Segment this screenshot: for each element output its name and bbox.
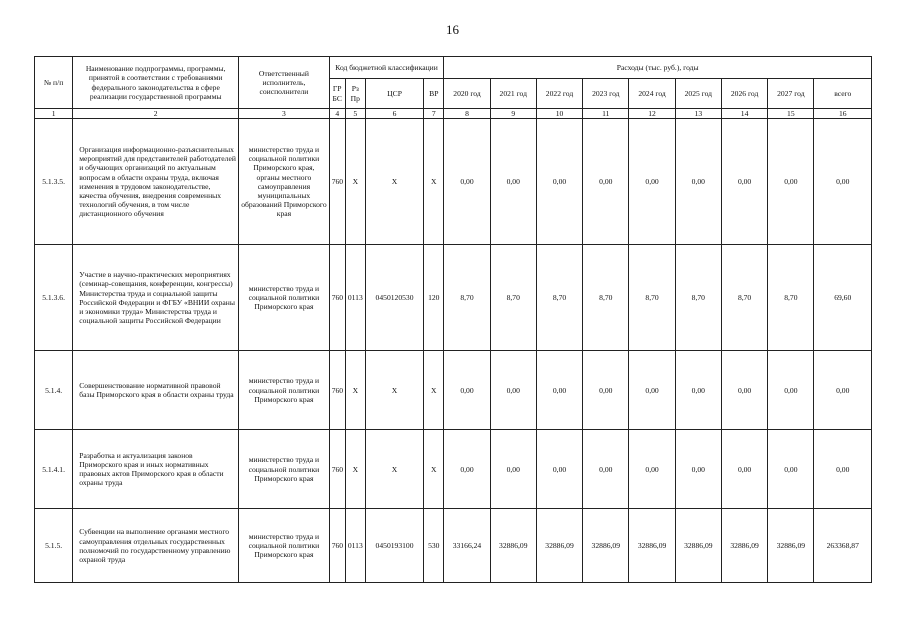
row-value: 0,00	[583, 351, 629, 430]
row-number: 5.1.5.	[35, 509, 73, 583]
header-expenses: Расходы (тыс. руб.), годы	[444, 57, 872, 79]
table-row	[35, 119, 872, 245]
row-value: 32886,09	[490, 509, 536, 583]
row-responsible: министерство труда и социальной политики Приморского края	[239, 430, 330, 509]
column-number: 13	[675, 109, 721, 119]
header-year: 2027 год	[768, 79, 814, 109]
row-rzpr: 0113	[345, 245, 365, 351]
column-number: 11	[583, 109, 629, 119]
header-year: 2022 год	[536, 79, 582, 109]
row-value: 0,00	[490, 430, 536, 509]
header-year: 2026 год	[721, 79, 767, 109]
row-value: 0,00	[536, 430, 582, 509]
header-num: № п/п	[35, 57, 73, 109]
row-value: 0,00	[444, 351, 490, 430]
row-value: 32886,09	[675, 509, 721, 583]
header-year: 2020 год	[444, 79, 490, 109]
column-number: 1	[35, 109, 73, 119]
row-value: 0,00	[768, 430, 814, 509]
column-number: 14	[721, 109, 767, 119]
header-vr: ВР	[424, 79, 444, 109]
column-number: 6	[365, 109, 423, 119]
row-value: 32886,09	[768, 509, 814, 583]
row-name: Участие в научно-практических мероприятиях (семинар-совещания, конференции, конгрессы) Министерства труда и социальной защиты Российской Федерации и ФГБУ «ВНИИ охраны и экономики труда» Министерства труда и социальной защиты Российской Федерации	[73, 245, 239, 351]
row-grbs: 760	[329, 119, 345, 245]
row-value: 8,70	[721, 245, 767, 351]
row-vr: X	[424, 119, 444, 245]
row-value: 0,00	[768, 119, 814, 245]
row-value: 32886,09	[583, 509, 629, 583]
row-csr: X	[365, 119, 423, 245]
row-value: 0,00	[490, 351, 536, 430]
table-row	[35, 430, 872, 509]
row-value: 0,00	[675, 351, 721, 430]
row-value: 8,70	[629, 245, 675, 351]
row-responsible: министерство труда и социальной политики Приморского края	[239, 351, 330, 430]
row-number: 5.1.4.1.	[35, 430, 73, 509]
column-number: 2	[73, 109, 239, 119]
header-year: 2023 год	[583, 79, 629, 109]
row-csr: X	[365, 430, 423, 509]
row-total: 263368,87	[814, 509, 872, 583]
row-value: 8,70	[490, 245, 536, 351]
row-rzpr: X	[345, 351, 365, 430]
column-number: 8	[444, 109, 490, 119]
row-csr: 0450193100	[365, 509, 423, 583]
row-value: 32886,09	[536, 509, 582, 583]
row-value: 0,00	[444, 119, 490, 245]
table-row	[35, 351, 872, 430]
row-vr: X	[424, 430, 444, 509]
row-value: 8,70	[536, 245, 582, 351]
header-name: Наименование подпрограммы, программы, принятой в соответствии с требованиями федерального законодательства в сфере реализации государственной программы	[73, 57, 239, 109]
header-grbs: ГР БС	[329, 79, 345, 109]
row-value: 0,00	[536, 351, 582, 430]
row-value: 0,00	[536, 119, 582, 245]
row-value: 0,00	[444, 430, 490, 509]
row-csr: 0450120530	[365, 245, 423, 351]
column-number: 16	[814, 109, 872, 119]
row-value: 0,00	[768, 351, 814, 430]
row-name: Разработка и актуализация законов Приморского края и иных нормативных правовых актов Приморского края в области охраны труда	[73, 430, 239, 509]
row-grbs: 760	[329, 245, 345, 351]
row-total: 0,00	[814, 351, 872, 430]
row-value: 0,00	[490, 119, 536, 245]
row-name: Организация информационно-разъяснительных мероприятий для представителей работодателей и обучающих организаций по актуальным вопросам в области охраны труда, включая изменения в трудовом законодательстве, качества обучения, внедрения современных технологий обучения, в том числе дистанционного обучения	[73, 119, 239, 245]
column-number: 9	[490, 109, 536, 119]
row-number: 5.1.4.	[35, 351, 73, 430]
row-vr: X	[424, 351, 444, 430]
row-vr: 530	[424, 509, 444, 583]
header-budget-code: Код бюджетной классификации	[329, 57, 444, 79]
column-number: 10	[536, 109, 582, 119]
header-total: всего	[814, 79, 872, 109]
row-value: 0,00	[629, 119, 675, 245]
row-total: 0,00	[814, 430, 872, 509]
row-value: 8,70	[675, 245, 721, 351]
budget-table	[34, 56, 872, 583]
row-name: Субвенции на выполнение органами местного самоуправления отдельных государственных полномочий по государственному управлению охраной труда	[73, 509, 239, 583]
row-value: 0,00	[583, 430, 629, 509]
row-grbs: 760	[329, 430, 345, 509]
column-number: 3	[239, 109, 330, 119]
row-responsible: министерство труда и социальной политики Приморского края	[239, 509, 330, 583]
header-year: 2025 год	[675, 79, 721, 109]
row-value: 0,00	[721, 351, 767, 430]
column-number-row	[35, 109, 872, 119]
row-value: 0,00	[675, 430, 721, 509]
row-rzpr: X	[345, 430, 365, 509]
row-responsible: министерство труда и социальной политики Приморского края, органы местного самоуправления муниципальных образований Приморского края	[239, 119, 330, 245]
row-rzpr: X	[345, 119, 365, 245]
column-number: 5	[345, 109, 365, 119]
row-value: 32886,09	[629, 509, 675, 583]
row-value: 0,00	[721, 119, 767, 245]
column-number: 15	[768, 109, 814, 119]
row-value: 0,00	[675, 119, 721, 245]
page-number: 16	[446, 22, 459, 37]
column-number: 7	[424, 109, 444, 119]
row-responsible: министерство труда и социальной политики Приморского края	[239, 245, 330, 351]
row-value: 8,70	[768, 245, 814, 351]
header-csr: ЦСР	[365, 79, 423, 109]
header-year: 2024 год	[629, 79, 675, 109]
row-value: 33166,24	[444, 509, 490, 583]
row-value: 32886,09	[721, 509, 767, 583]
row-value: 8,70	[583, 245, 629, 351]
header-rzpr: Рз Пр	[345, 79, 365, 109]
row-value: 0,00	[721, 430, 767, 509]
row-number: 5.1.3.5.	[35, 119, 73, 245]
row-name: Совершенствование нормативной правовой базы Приморского края в области охраны труда	[73, 351, 239, 430]
column-number: 12	[629, 109, 675, 119]
row-value: 0,00	[629, 430, 675, 509]
row-rzpr: 0113	[345, 509, 365, 583]
row-vr: 120	[424, 245, 444, 351]
column-number: 4	[329, 109, 345, 119]
row-grbs: 760	[329, 351, 345, 430]
row-total: 69,60	[814, 245, 872, 351]
header-responsible: Ответственный исполнитель, соисполнители	[239, 57, 330, 109]
row-value: 0,00	[629, 351, 675, 430]
row-value: 0,00	[583, 119, 629, 245]
row-grbs: 760	[329, 509, 345, 583]
row-csr: X	[365, 351, 423, 430]
row-value: 8,70	[444, 245, 490, 351]
row-total: 0,00	[814, 119, 872, 245]
table-row	[35, 509, 872, 583]
row-number: 5.1.3.6.	[35, 245, 73, 351]
table-row	[35, 245, 872, 351]
header-year: 2021 год	[490, 79, 536, 109]
